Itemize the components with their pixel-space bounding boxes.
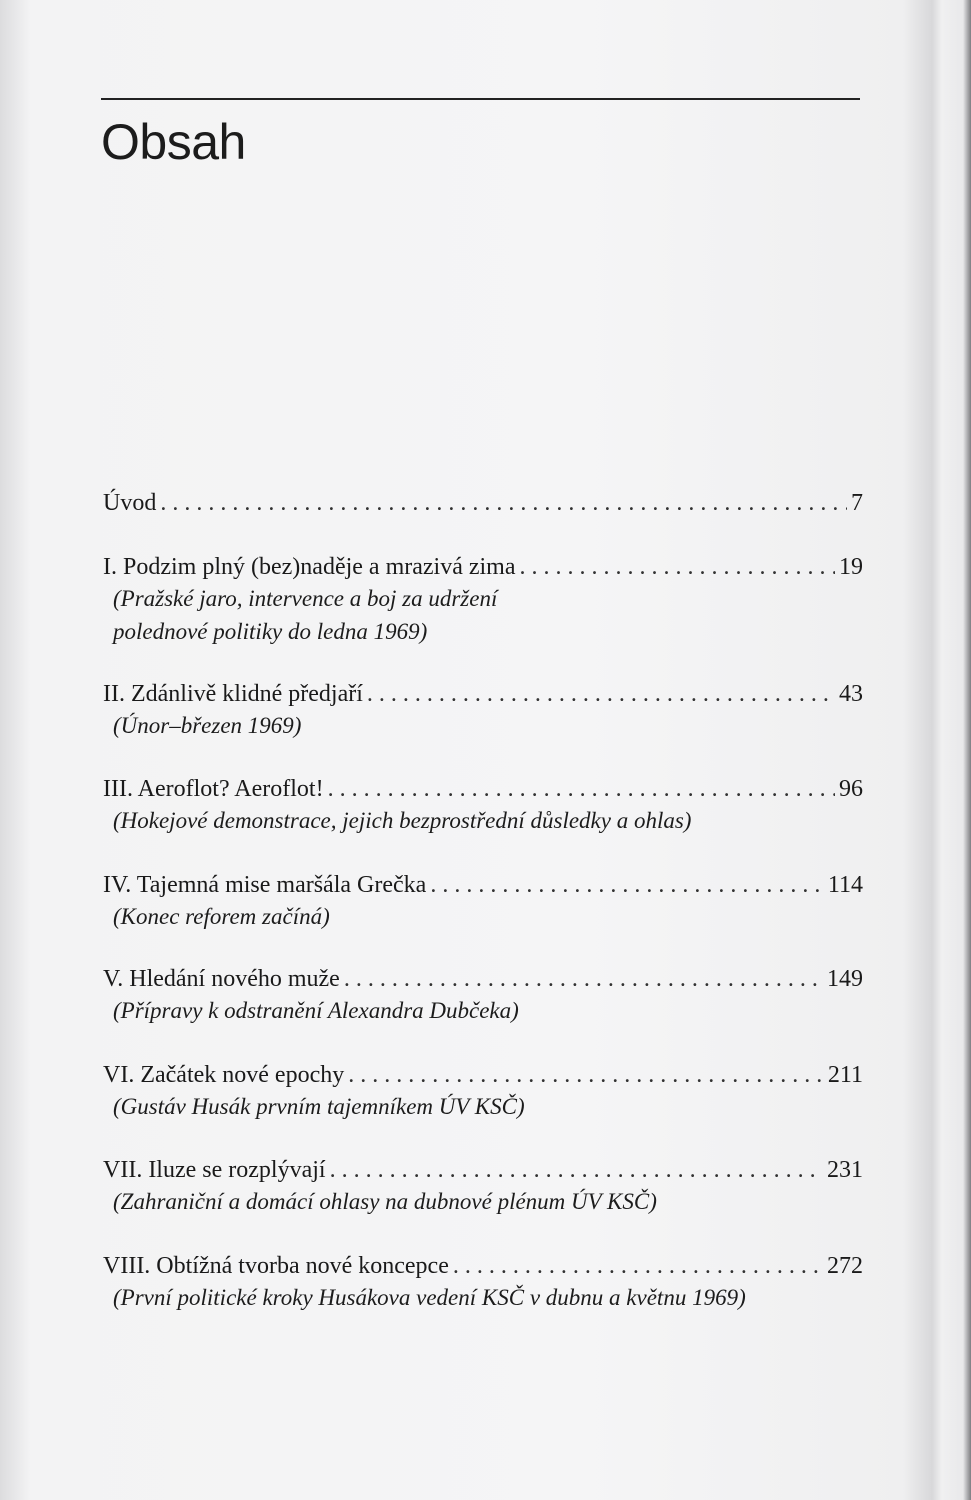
toc-entry-chapter-5[interactable] [103,964,863,1027]
dot-leader [348,1060,824,1090]
toc-entry-line [103,774,863,804]
dot-leader [330,1155,823,1185]
toc-entry-page: 231 [827,1157,863,1183]
toc-entry-line [103,679,863,709]
toc-entry-page: 43 [839,681,863,707]
toc-entry-subtitle: (První politické kroky Husákova vedení KSČ v dubnu a květnu 1969) [113,1285,746,1310]
toc-entry-subtitle: (Pražské jaro, intervence a boj za udržení [113,586,498,611]
dot-leader [367,679,835,709]
toc-entry-subtitle: (Hokejové demonstrace, jejich bezprostřední důsledky a ohlas) [113,808,692,833]
dot-leader [328,774,835,804]
toc-entry-chapter-6[interactable] [103,1060,863,1123]
dot-leader [344,964,823,994]
toc-entry-page: 96 [839,776,863,802]
toc-entry-chapter-1[interactable] [103,552,863,648]
heading-rule [101,98,860,100]
dot-leader [520,552,836,582]
toc-entry-line [103,552,863,582]
toc-entry-title: II. Zdánlivě klidné předjaří [103,681,363,707]
toc-entry-title: VII. Iluze se rozplývají [103,1157,326,1183]
toc-entry-line [103,488,863,518]
dot-leader [430,870,824,900]
toc-entry-title: I. Podzim plný (bez)naděje a mrazivá zima [103,554,516,580]
page-edge-shadow [963,0,971,1500]
toc-entry-subtitle: polednové politiky do ledna 1969) [113,619,428,644]
toc-entry-chapter-8[interactable] [103,1251,863,1314]
toc-entry-chapter-4[interactable] [103,870,863,933]
toc-entry-title: V. Hledání nového muže [103,966,340,992]
dot-leader [160,488,847,518]
toc-entry-subtitle: (Přípravy k odstranění Alexandra Dubčeka) [113,998,519,1023]
dot-leader [453,1251,823,1281]
toc-entry-uvod[interactable] [103,488,863,518]
toc-entry-line [103,1251,863,1281]
toc-entry-title: VIII. Obtížná tvorba nové koncepce [103,1253,449,1279]
toc-entry-line [103,870,863,900]
toc-entry-page: 7 [851,490,863,516]
toc-entry-title: Úvod [103,490,157,516]
toc-entry-page: 211 [827,1062,863,1088]
toc-entry-subtitle: (Zahraniční a domácí ohlasy na dubnové plénum ÚV KSČ) [113,1189,657,1214]
toc-entry-title: IV. Tajemná mise maršála Grečka [103,872,427,898]
toc-entry-chapter-2[interactable] [103,679,863,742]
toc-entry-subtitle: (Konec reforem začíná) [113,904,330,929]
toc-entry-subtitle: (Gustáv Husák prvním tajemníkem ÚV KSČ) [113,1094,525,1119]
toc-entry-line [103,1060,863,1090]
toc-entry-line [103,1155,863,1185]
toc-entry-title: VI. Začátek nové epochy [103,1062,345,1088]
toc-entry-page: 19 [839,554,863,580]
toc-entry-subtitle: (Únor–březen 1969) [113,713,302,738]
toc-entry-page: 149 [827,966,863,992]
toc-entry-page: 272 [827,1253,863,1279]
page-title: Obsah [101,114,246,170]
toc-entry-title: III. Aeroflot? Aeroflot! [103,776,324,802]
toc-entry-chapter-3[interactable] [103,774,863,837]
toc-entry-line [103,964,863,994]
toc-entry-chapter-7[interactable] [103,1155,863,1218]
toc-entry-page: 114 [827,872,863,898]
